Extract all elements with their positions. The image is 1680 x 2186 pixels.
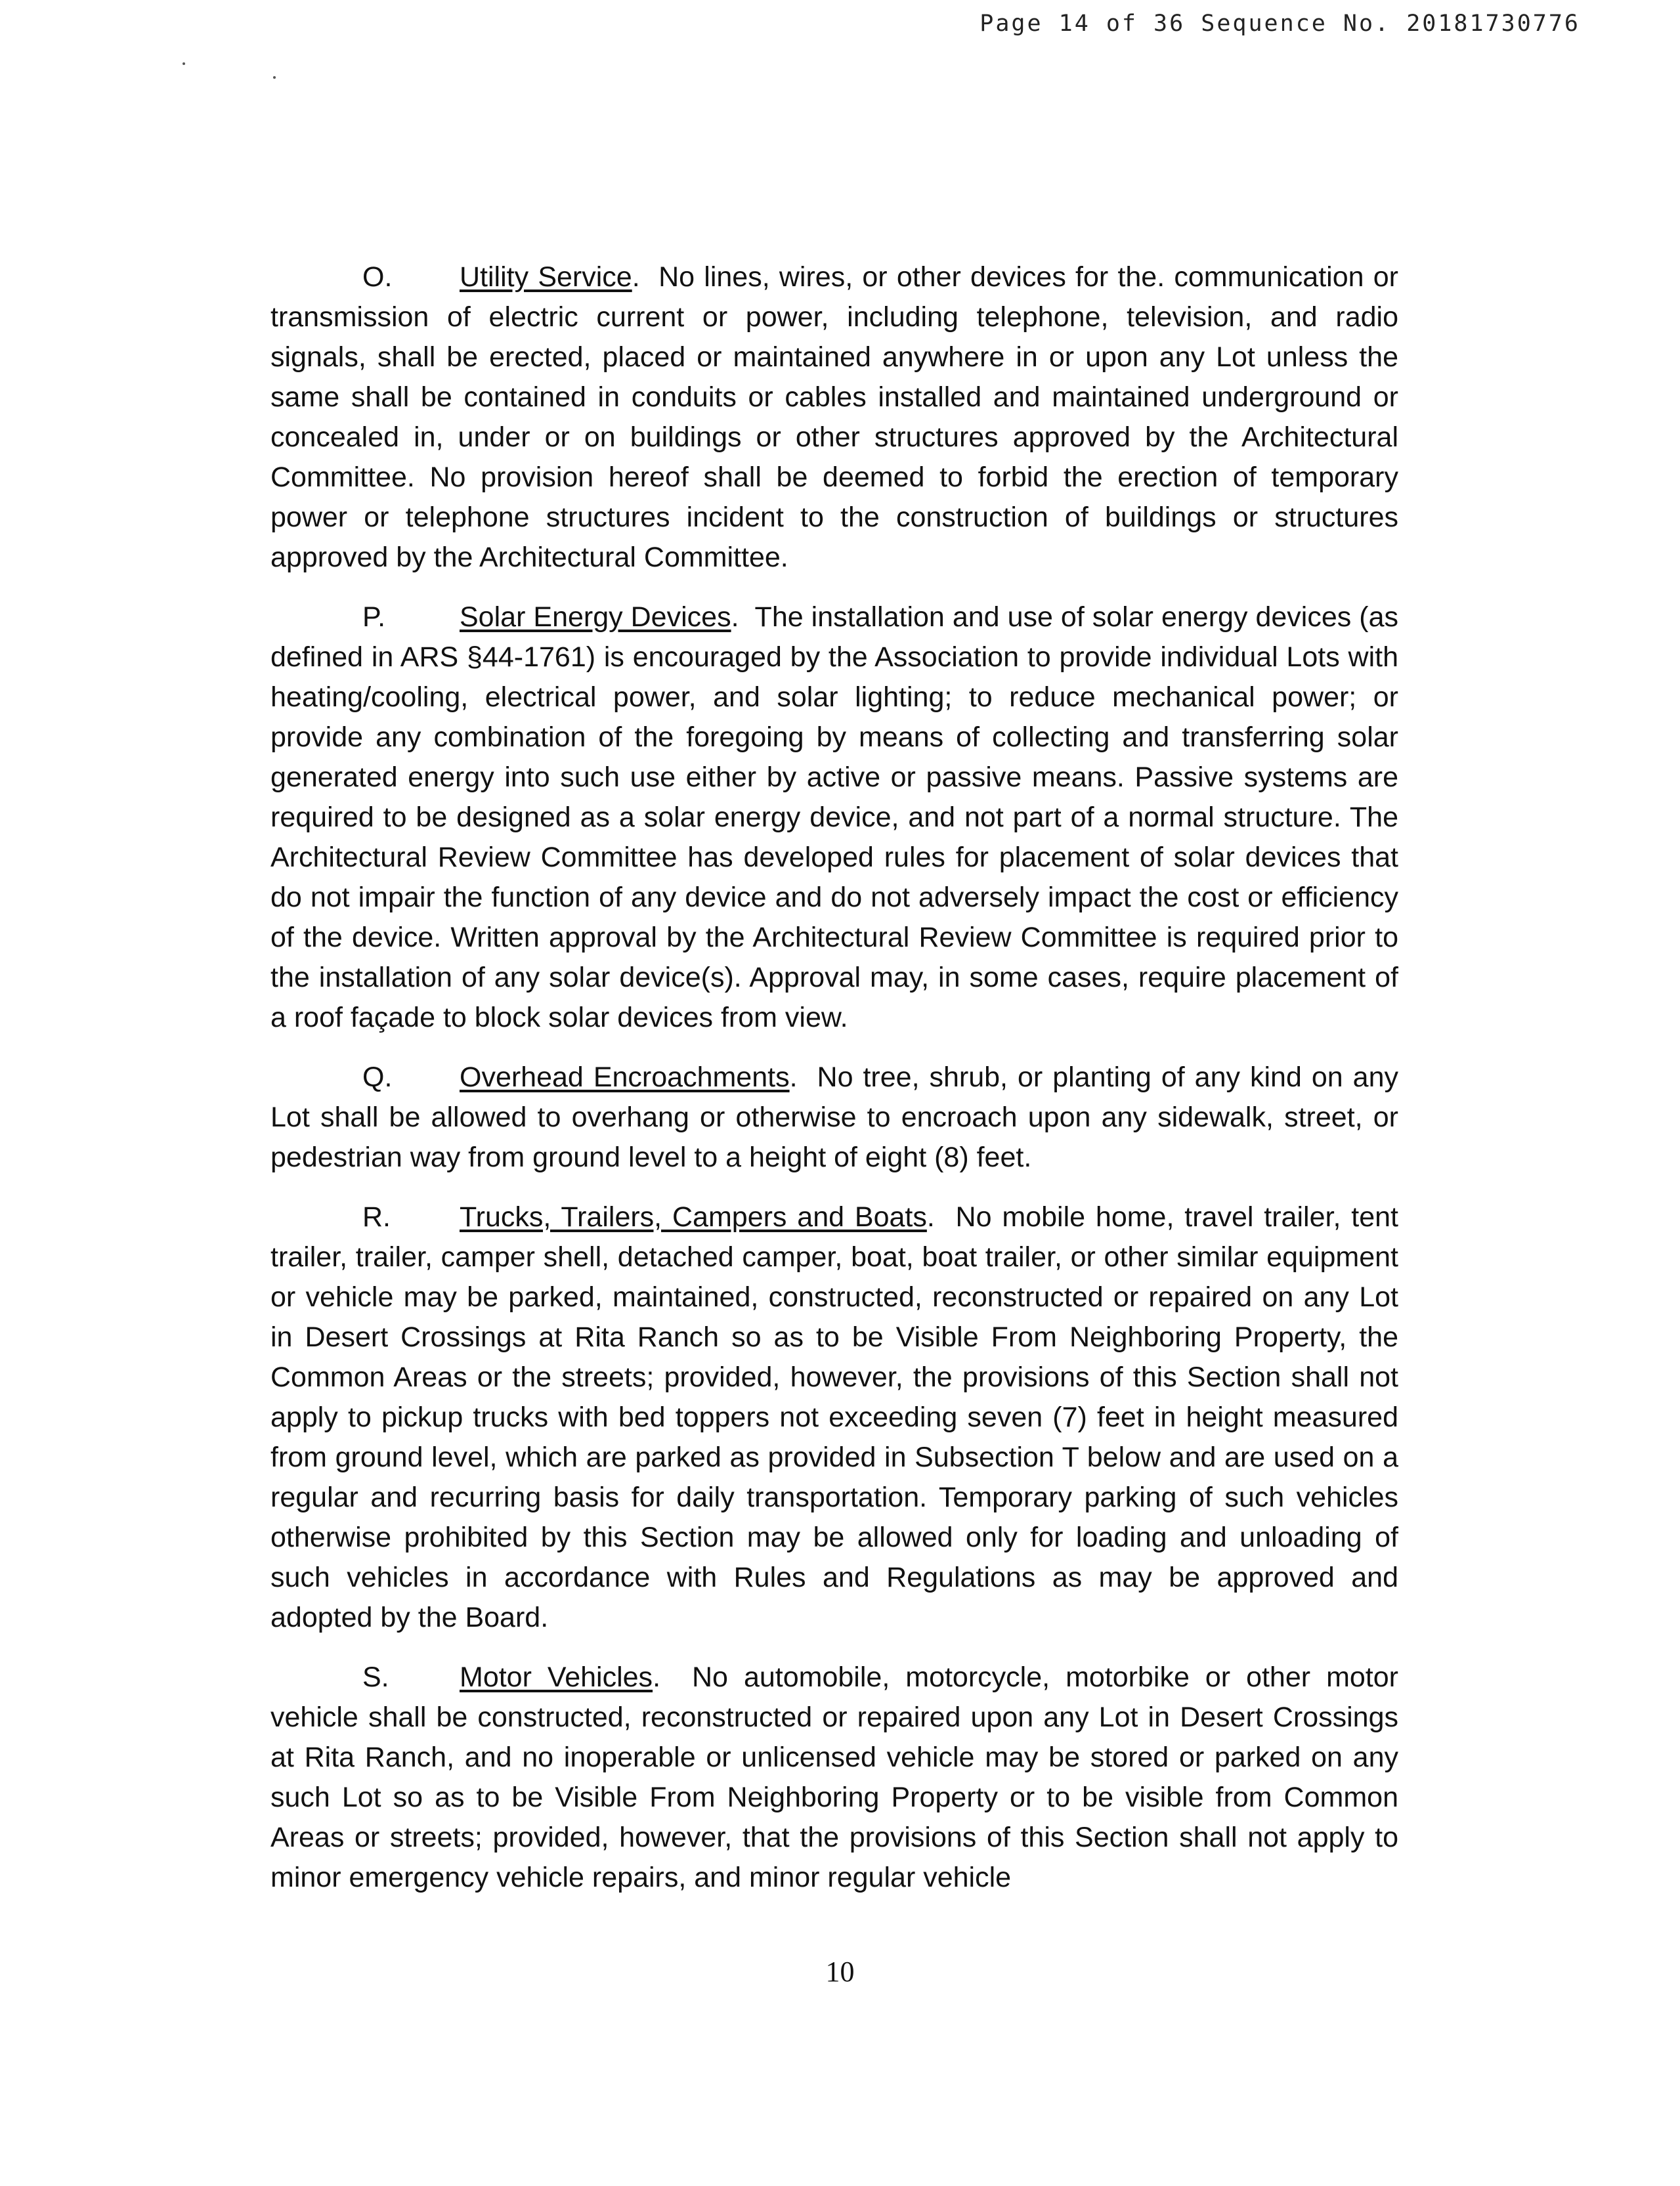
section-title: Overhead Encroachments [460,1061,790,1093]
section-title-period: . [653,1661,661,1693]
section-body: The installation and use of solar energy devices (as defined in ARS §44-1761) is encouraged by the Association to provide individual Lots with heating/cooling, electrical power, and solar lighting; to reduce mechanical power; or provide any combination of the foregoing by means of collecting and transferring solar generated energy into such use either by active or passive means. Passive systems are required to be designed as a solar energy device, and not part of a normal structure. The Architectural Review Committee has developed rules for placement of solar devices that do not impair the function of any device and do not adversely impact the cost or efficiency of the device. Written approval by the Architectural Review Committee is required prior to the installation of any solar device(s). Approval may, in some cases, require placement of a roof façade to block solar devices from view. [270,601,1398,1033]
section-r-trucks-trailers-campers-boats [270,1197,1398,1638]
section-s-motor-vehicles [270,1658,1398,1898]
section-title-period: . [731,601,739,633]
section-letter: R. [362,1201,391,1233]
section-q-overhead-encroachments [270,1058,1398,1178]
section-letter: S. [362,1661,389,1693]
section-letter: P. [362,601,386,633]
section-title-period: . [789,1061,798,1093]
page-number: 10 [825,1956,855,1988]
section-title: Solar Energy Devices [460,601,731,633]
section-body: No tree, shrub, or planting of any kind on any Lot shall be allowed to overhang or otherwise to encroach upon any sidewalk, street, or pedestrian way from ground level to a height of eight (8) feet. [270,1061,1398,1173]
section-title: Trucks, Trailers, Campers and Boats [460,1201,927,1233]
document-body [270,257,1398,1918]
section-body: No lines, wires, or other devices for the. communication or transmission of electric current or power, including telephone, television, and radio signals, shall be erected, placed or maintained anywhere in or upon any Lot unless the same shall be contained in conduits or cables installed and maintained underground or concealed in, under or on buildings or other structures approved by the Architectural Committee. No provision hereof shall be deemed to forbid the erection of temporary power or telephone structures incident to the construction of buildings or structures approved by the Architectural Committee. [270,261,1398,573]
section-body: No automobile, motorcycle, motorbike or other motor vehicle shall be constructed, reconstructed or repaired upon any Lot in Desert Crossings at Rita Ranch, and no inoperable or unlicensed vehicle may be stored or parked on any such Lot so as to be Visible From Neighboring Property or to be visible from Common Areas or streets; provided, however, that the provisions of this Section shall not apply to minor emergency vehicle repairs, and minor regular vehicle [270,1661,1398,1893]
section-o-utility-service [270,257,1398,578]
scan-speck [183,62,185,65]
section-body: No mobile home, travel trailer, tent trailer, trailer, camper shell, detached camper, boat, boat trailer, or other similar equipment or vehicle may be parked, maintained, constructed, reconstructed or repaired on any Lot in Desert Crossings at Rita Ranch so as to be Visible From Neighboring Property, the Common Areas or the streets; provided, however, the provisions of this Section shall not apply to pickup trucks with bed toppers not exceeding seven (7) feet in height measured from ground level, which are parked as provided in Subsection T below and are used on a regular and recurring basis for daily transportation. Temporary parking of such vehicles otherwise prohibited by this Section may be allowed only for loading and unloading of such vehicles in accordance with Rules and Regulations as may be approved and adopted by the Board. [270,1201,1398,1633]
section-letter: Q. [362,1061,393,1093]
section-title: Utility Service [460,261,632,293]
section-letter: O. [362,261,393,293]
scan-speck [273,76,276,79]
section-p-solar-energy-devices [270,597,1398,1038]
section-title-period: . [926,1201,935,1233]
recording-header: Page 14 of 36 Sequence No. 20181730776 [980,11,1580,37]
section-title: Motor Vehicles [460,1661,653,1693]
section-title-period: . [632,261,640,293]
